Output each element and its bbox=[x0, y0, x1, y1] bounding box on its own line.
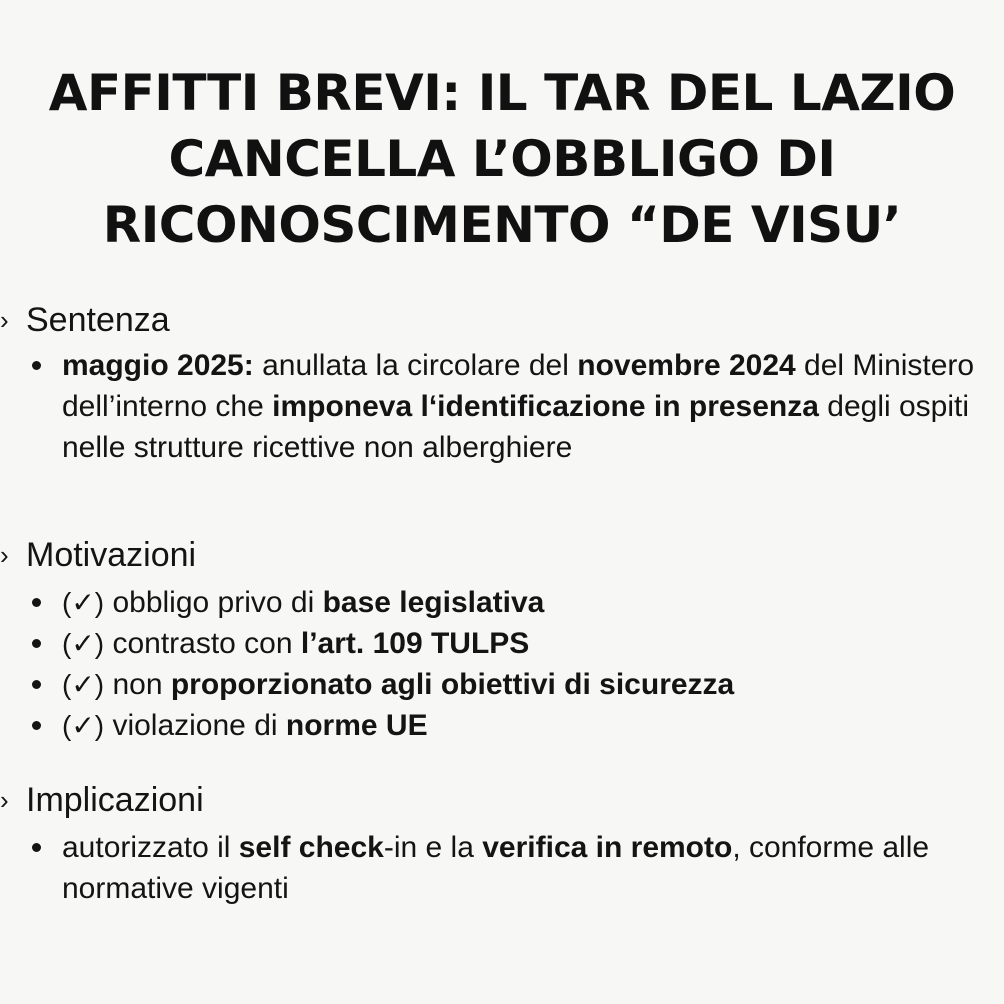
item-text: del Ministero dell’interno che bbox=[62, 349, 975, 423]
check-icon: (✓) bbox=[62, 710, 105, 741]
item-bold: base legislativa bbox=[322, 586, 545, 619]
list-item bbox=[28, 345, 978, 468]
title-line-2: CANCELLA L’OBBLIGO DI bbox=[168, 130, 836, 188]
item-text: degli ospiti nelle strutture ricettive non alberghiere bbox=[62, 390, 970, 464]
item-text: anullata la circolare del bbox=[253, 349, 578, 382]
chevron-right-icon: › bbox=[0, 540, 9, 570]
sentenza-list bbox=[28, 345, 978, 468]
page-title bbox=[0, 60, 1004, 258]
item-text: autorizzato il bbox=[62, 831, 239, 864]
motivazioni-list bbox=[28, 582, 978, 746]
list-item bbox=[28, 705, 978, 746]
item-bold: self check bbox=[238, 831, 384, 864]
item-bold: l’art. 109 TULPS bbox=[300, 627, 530, 660]
item-text: violazione di bbox=[104, 709, 286, 742]
implicazioni-list bbox=[28, 827, 978, 909]
bullet-dot-icon bbox=[32, 598, 41, 607]
section-heading-motivazioni bbox=[0, 535, 196, 575]
item-text: , conforme alle normative vigenti bbox=[62, 831, 930, 905]
bullet-dot-icon bbox=[32, 843, 41, 852]
section-heading-sentenza bbox=[0, 300, 170, 340]
item-date: maggio 2025: bbox=[62, 349, 254, 382]
bullet-dot-icon bbox=[32, 639, 41, 648]
check-icon: (✓) bbox=[62, 669, 105, 700]
bullet-dot-icon bbox=[32, 680, 41, 689]
check-icon: (✓) bbox=[62, 628, 105, 659]
title-line-1: AFFITTI BREVI: IL TAR DEL LAZIO bbox=[48, 64, 956, 122]
check-icon: (✓) bbox=[62, 587, 105, 618]
bullet-dot-icon bbox=[32, 361, 41, 370]
item-text: non bbox=[104, 668, 171, 701]
item-bold: proporzionato agli obiettivi di sicurezza bbox=[170, 668, 735, 701]
chevron-right-icon: › bbox=[0, 305, 9, 335]
item-bold: verifica in remoto bbox=[482, 831, 733, 864]
list-item bbox=[28, 623, 978, 664]
item-text: -in e la bbox=[383, 831, 483, 864]
item-bold: norme UE bbox=[285, 709, 428, 742]
item-bold: novembre 2024 bbox=[577, 349, 796, 382]
item-text: obbligo privo di bbox=[104, 586, 323, 619]
section-heading-label: Implicazioni bbox=[26, 781, 204, 819]
section-heading-label: Motivazioni bbox=[26, 536, 197, 574]
list-item bbox=[28, 582, 978, 623]
title-line-3: RICONOSCIMENTO “DE VISU’ bbox=[102, 196, 902, 254]
list-item bbox=[28, 664, 978, 705]
chevron-right-icon: › bbox=[0, 785, 9, 815]
item-bold: imponeva l‘identificazione in presenza bbox=[272, 390, 819, 423]
item-text: contrasto con bbox=[104, 627, 301, 660]
bullet-dot-icon bbox=[32, 721, 41, 730]
section-heading-label: Sentenza bbox=[26, 301, 170, 339]
section-heading-implicazioni bbox=[0, 780, 204, 820]
list-item bbox=[28, 827, 978, 909]
